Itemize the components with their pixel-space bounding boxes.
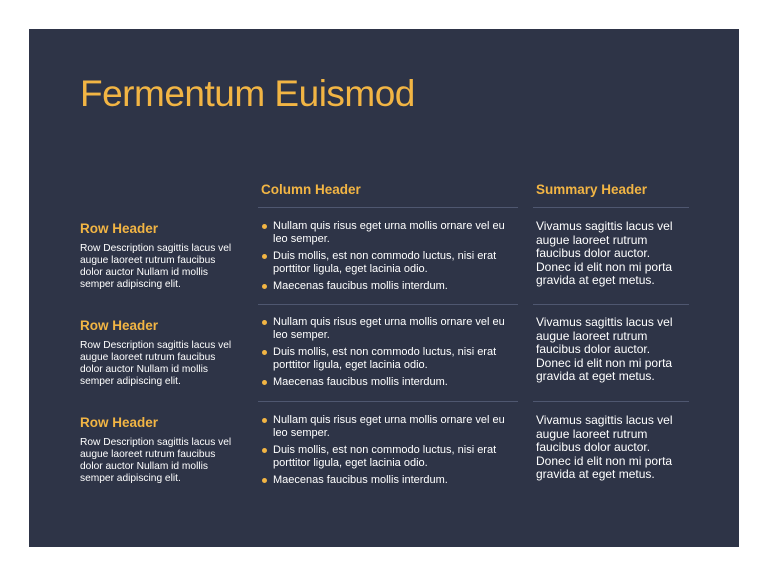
bullet-text: Duis mollis, est non commodo luctus, nisi erat porttitor ligula, eget lacinia odio.: [273, 444, 497, 469]
row-divider: [533, 304, 689, 305]
bullet-dot-icon: [262, 478, 267, 483]
slide-title: Fermentum Euismod: [80, 73, 415, 114]
summary-text: Vivamus sagittis lacus vel augue laoreet rutrum faucibus dolor auctor. Donec id elit non mi porta gravida at eget metus.: [536, 219, 673, 288]
list-item: [261, 346, 521, 372]
bullet-dot-icon: [262, 254, 267, 259]
row-description: Row Description sagittis lacus vel augue laoreet rutrum faucibus dolor auctor Nullam id mollis semper adipiscing elit.: [80, 243, 232, 290]
bullet-dot-icon: [262, 380, 267, 385]
bullet-text: Nullam quis risus eget urna mollis ornare vel eu leo semper.: [273, 220, 505, 245]
slide: [29, 29, 739, 547]
row-description: Row Description sagittis lacus vel augue laoreet rutrum faucibus dolor auctor Nullam id mollis semper adipiscing elit.: [80, 340, 232, 387]
row-header: Row Header: [80, 318, 159, 333]
column-header-divider: [258, 207, 518, 208]
bullet-list: [261, 316, 521, 393]
bullet-text: Duis mollis, est non commodo luctus, nisi erat porttitor ligula, eget lacinia odio.: [273, 346, 497, 371]
summary-text: Vivamus sagittis lacus vel augue laoreet rutrum faucibus dolor auctor. Donec id elit non mi porta gravida at eget metus.: [536, 315, 673, 384]
summary-header-divider: [533, 207, 689, 208]
list-item: [261, 280, 521, 293]
bullet-list: [261, 220, 521, 297]
list-item: [261, 474, 521, 487]
list-item: [261, 316, 521, 342]
bullet-text: Maecenas faucibus mollis interdum.: [273, 474, 448, 486]
summary-header: Summary Header: [536, 182, 648, 197]
bullet-dot-icon: [262, 224, 267, 229]
bullet-text: Maecenas faucibus mollis interdum.: [273, 376, 448, 388]
bullet-list: [261, 414, 521, 491]
row-header: Row Header: [80, 415, 159, 430]
bullet-text: Duis mollis, est non commodo luctus, nisi erat porttitor ligula, eget lacinia odio.: [273, 250, 497, 275]
bullet-dot-icon: [262, 418, 267, 423]
bullet-dot-icon: [262, 448, 267, 453]
list-item: [261, 444, 521, 470]
row-divider: [533, 401, 689, 402]
list-item: [261, 220, 521, 246]
list-item: [261, 376, 521, 389]
summary-text: Vivamus sagittis lacus vel augue laoreet rutrum faucibus dolor auctor. Donec id elit non mi porta gravida at eget metus.: [536, 413, 673, 482]
list-item: [261, 414, 521, 440]
bullet-dot-icon: [262, 320, 267, 325]
bullet-text: Nullam quis risus eget urna mollis ornare vel eu leo semper.: [273, 414, 505, 439]
row-divider: [258, 401, 518, 402]
row-header: Row Header: [80, 221, 159, 236]
list-item: [261, 250, 521, 276]
bullet-dot-icon: [262, 350, 267, 355]
column-header: Column Header: [261, 182, 361, 197]
row-divider: [258, 304, 518, 305]
bullet-text: Nullam quis risus eget urna mollis ornare vel eu leo semper.: [273, 316, 505, 341]
bullet-text: Maecenas faucibus mollis interdum.: [273, 280, 448, 292]
row-description: Row Description sagittis lacus vel augue laoreet rutrum faucibus dolor auctor Nullam id mollis semper adipiscing elit.: [80, 437, 232, 484]
bullet-dot-icon: [262, 284, 267, 289]
